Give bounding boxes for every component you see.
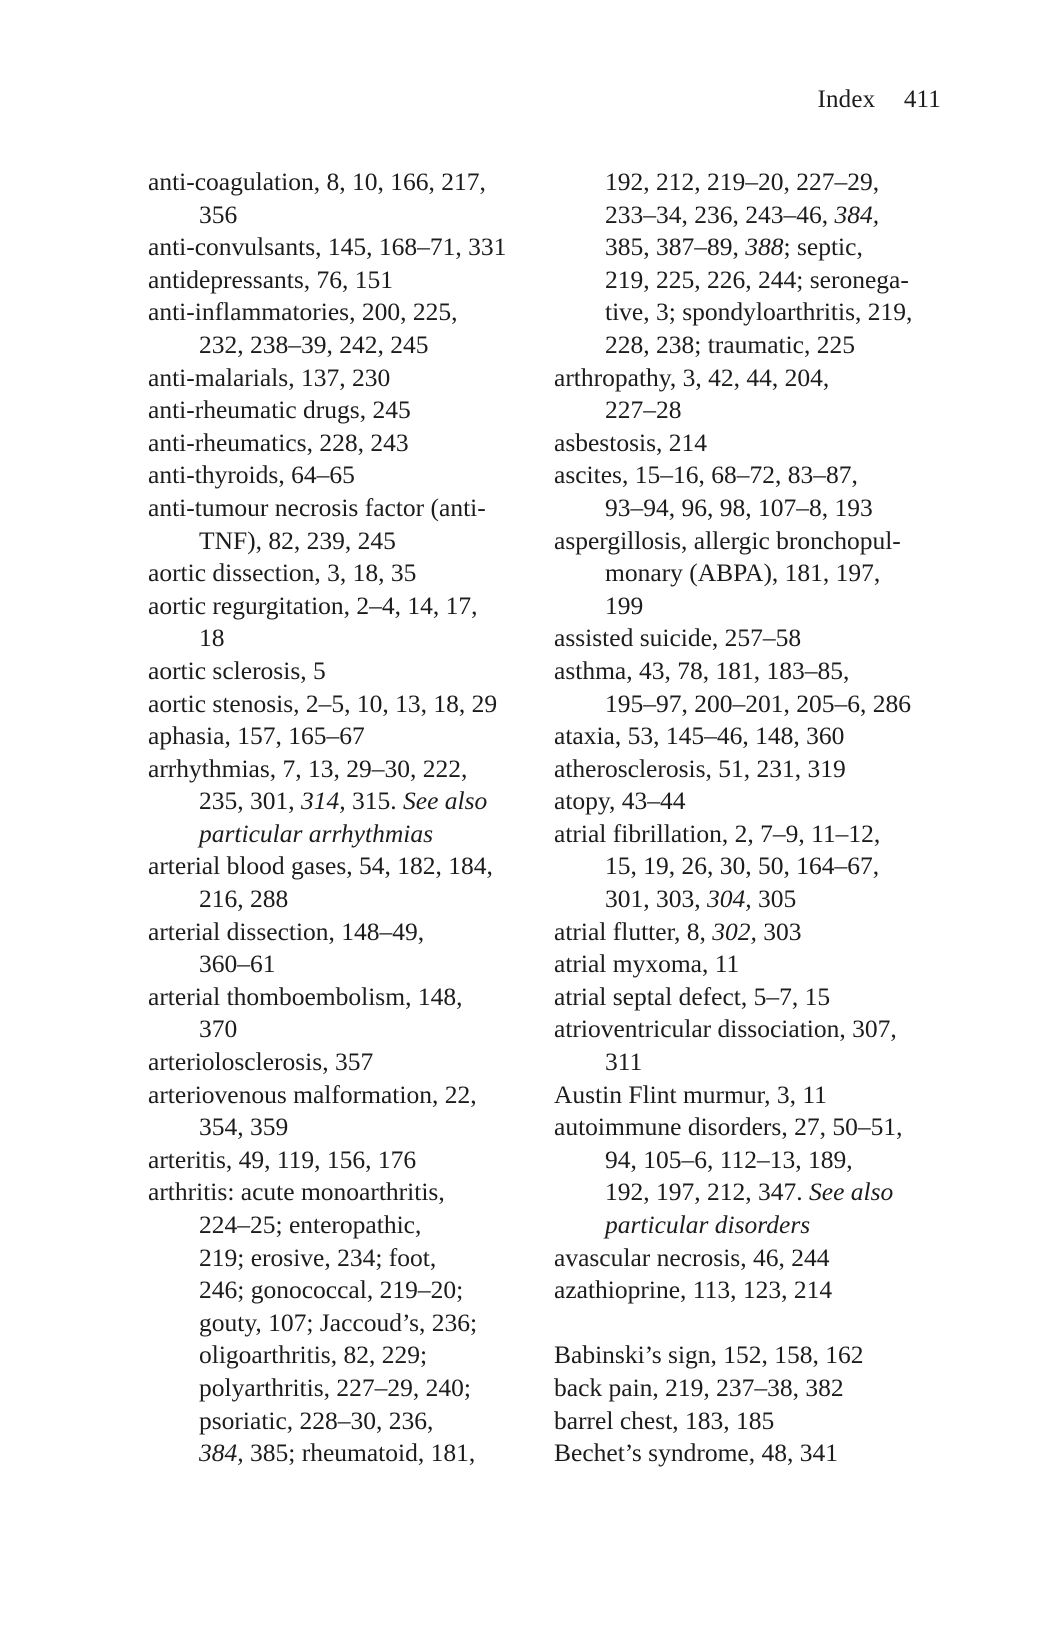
text-segment: 233–34, 236, 243–46, — [605, 199, 835, 229]
section-gap — [554, 1307, 954, 1340]
text-segment: 246; gonococcal, 219–20; — [199, 1275, 464, 1305]
text-segment: TNF), 82, 239, 245 — [199, 525, 396, 555]
index-column-right — [554, 166, 954, 1470]
index-entry — [554, 1437, 954, 1470]
text-segment: 235, 301, — [199, 786, 301, 816]
index-entry-continuation — [148, 1242, 538, 1275]
index-entry — [554, 1079, 954, 1112]
text-segment: monary (ABPA), 181, 197, — [605, 558, 881, 588]
index-entry — [148, 590, 538, 623]
italic-segment: See also — [809, 1177, 894, 1207]
index-entry — [554, 1405, 954, 1438]
text-segment: arteriolosclerosis, 357 — [148, 1047, 374, 1077]
text-segment: arthropathy, 3, 42, 44, 204, — [554, 362, 830, 392]
text-segment: atherosclerosis, 51, 231, 319 — [554, 753, 846, 783]
text-segment: 385, 387–89, — [605, 232, 746, 262]
index-entry-continuation — [148, 883, 538, 916]
index-entry — [148, 981, 538, 1014]
index-entry — [148, 492, 538, 525]
index-entry — [148, 362, 538, 395]
index-entry — [148, 720, 538, 753]
text-segment: autoimmune disorders, 27, 50–51, — [554, 1112, 903, 1142]
text-segment: 18 — [199, 623, 225, 653]
index-entry — [148, 1046, 538, 1079]
italic-segment: See also — [403, 786, 488, 816]
index-column-left — [148, 166, 538, 1470]
index-entry-continuation — [148, 948, 538, 981]
index-entry — [554, 785, 954, 818]
text-segment: avascular necrosis, 46, 244 — [554, 1242, 830, 1272]
index-entry — [148, 916, 538, 949]
index-entry-continuation — [554, 296, 954, 329]
italic-segment: particular disorders — [605, 1210, 811, 1239]
index-entry-continuation — [554, 492, 954, 525]
index-entry-continuation — [148, 199, 538, 232]
text-segment: atopy, 43–44 — [554, 786, 686, 816]
index-entry — [148, 850, 538, 883]
text-segment: 354, 359 — [199, 1112, 289, 1142]
text-segment: arterial dissection, 148–49, — [148, 916, 425, 946]
text-segment: 356 — [199, 199, 238, 229]
text-segment: psoriatic, 228–30, 236, — [199, 1405, 434, 1435]
text-segment: 199 — [605, 590, 644, 620]
index-entry-continuation — [148, 1209, 538, 1242]
text-segment: anti-convulsants, 145, 168–71, 331 — [148, 232, 507, 262]
index-entry-continuation — [148, 1372, 538, 1405]
text-segment: 303 — [756, 916, 802, 946]
text-segment: anti-rheumatic drugs, 245 — [148, 395, 411, 425]
index-entry — [554, 1111, 954, 1144]
text-segment: 305 — [751, 884, 797, 914]
index-entry-continuation — [148, 622, 538, 655]
text-segment: 228, 238; traumatic, 225 — [605, 329, 855, 359]
index-entry-continuation — [554, 850, 954, 883]
text-segment: 315. — [345, 786, 403, 816]
index-entry — [148, 557, 538, 590]
text-segment: Austin Flint murmur, 3, 11 — [554, 1079, 827, 1109]
index-entry-continuation — [554, 590, 954, 623]
index-entry — [148, 427, 538, 460]
text-segment: aortic regurgitation, 2–4, 14, 17, — [148, 590, 478, 620]
index-entry — [148, 1079, 538, 1112]
index-entry — [148, 753, 538, 786]
index-entry — [554, 459, 954, 492]
text-segment: ataxia, 53, 145–46, 148, 360 — [554, 721, 845, 751]
index-entry-continuation — [148, 818, 538, 851]
text-segment: 227–28 — [605, 395, 682, 425]
text-segment: ascites, 15–16, 68–72, 83–87, — [554, 460, 858, 490]
index-entry-continuation — [554, 394, 954, 427]
text-segment: atrioventricular dissociation, 307, — [554, 1014, 897, 1044]
text-segment: 360–61 — [199, 949, 276, 979]
index-entry-continuation — [554, 1046, 954, 1079]
text-segment: gouty, 107; Jaccoud’s, 236; — [199, 1307, 478, 1337]
text-segment: 385; rheumatoid, 181, — [243, 1438, 476, 1468]
text-segment: anti-inflammatories, 200, 225, — [148, 297, 458, 327]
text-segment: atrial myxoma, 11 — [554, 949, 740, 979]
index-entry — [554, 525, 954, 558]
text-segment: Bechet’s syndrome, 48, 341 — [554, 1438, 838, 1468]
text-segment: 94, 105–6, 112–13, 189, — [605, 1144, 853, 1174]
index-entry-continuation — [148, 785, 538, 818]
index-entry-continuation — [554, 1144, 954, 1177]
text-segment: atrial septal defect, 5–7, 15 — [554, 981, 831, 1011]
text-segment: 195–97, 200–201, 205–6, 286 — [605, 688, 911, 718]
index-entry-continuation — [148, 329, 538, 362]
index-entry-continuation — [148, 1339, 538, 1372]
text-segment: anti-coagulation, 8, 10, 166, 217, — [148, 167, 486, 196]
index-entry — [554, 427, 954, 460]
italic-segment: 302, — [712, 916, 757, 946]
page-number: 411 — [903, 86, 941, 113]
index-entry — [148, 166, 538, 199]
index-entry-continuation — [554, 1209, 954, 1242]
text-segment: 232, 238–39, 242, 245 — [199, 329, 429, 359]
text-segment: barrel chest, 183, 185 — [554, 1405, 775, 1435]
index-entry — [148, 459, 538, 492]
text-segment: assisted suicide, 257–58 — [554, 623, 802, 653]
text-segment: 311 — [605, 1047, 643, 1077]
index-entry-continuation — [554, 557, 954, 590]
italic-segment: 314, — [301, 786, 346, 816]
running-head-section: Index — [817, 86, 876, 113]
index-entry-continuation — [554, 688, 954, 721]
index-entry-continuation — [148, 525, 538, 558]
index-entry-continuation — [554, 231, 954, 264]
index-entry-continuation — [148, 1405, 538, 1438]
text-segment: asthma, 43, 78, 181, 183–85, — [554, 655, 850, 685]
index-entry — [148, 1144, 538, 1177]
text-segment: 192, 212, 219–20, 227–29, — [605, 167, 880, 196]
text-segment: arrhythmias, 7, 13, 29–30, 222, — [148, 753, 468, 783]
text-segment: 219; erosive, 234; foot, — [199, 1242, 437, 1272]
italic-segment: 384, — [834, 199, 880, 229]
index-entry-continuation — [554, 166, 954, 199]
text-segment: aphasia, 157, 165–67 — [148, 721, 365, 751]
text-segment: anti-malarials, 137, 230 — [148, 362, 391, 392]
text-segment: aortic stenosis, 2–5, 10, 13, 18, 29 — [148, 688, 498, 718]
text-segment: 224–25; enteropathic, — [199, 1210, 422, 1239]
text-segment: azathioprine, 113, 123, 214 — [554, 1275, 833, 1305]
index-entry — [554, 720, 954, 753]
text-segment: aspergillosis, allergic bronchopul- — [554, 525, 901, 555]
text-segment: aortic dissection, 3, 18, 35 — [148, 558, 417, 588]
index-entry-continuation — [554, 199, 954, 232]
text-segment: 93–94, 96, 98, 107–8, 193 — [605, 492, 873, 522]
text-segment: arteriovenous malformation, 22, — [148, 1079, 477, 1109]
text-segment: anti-rheumatics, 228, 243 — [148, 427, 409, 457]
text-segment: Babinski’s sign, 152, 158, 162 — [554, 1340, 864, 1370]
text-segment: 192, 197, 212, 347. — [605, 1177, 809, 1207]
text-segment: anti-tumour necrosis factor (anti- — [148, 492, 486, 522]
text-segment: ; septic, — [783, 232, 863, 262]
index-entry — [554, 1372, 954, 1405]
index-entry — [554, 1242, 954, 1275]
index-entry — [554, 1274, 954, 1307]
text-segment: polyarthritis, 227–29, 240; — [199, 1372, 471, 1402]
text-segment: back pain, 219, 237–38, 382 — [554, 1372, 844, 1402]
index-entry — [148, 688, 538, 721]
index-entry — [148, 231, 538, 264]
text-segment: asbestosis, 214 — [554, 427, 707, 457]
index-entry-continuation — [148, 1013, 538, 1046]
index-entry — [554, 948, 954, 981]
index-entry-continuation — [148, 1437, 538, 1470]
index-entry — [554, 1339, 954, 1372]
index-entry-continuation — [554, 1176, 954, 1209]
text-segment: 370 — [199, 1014, 238, 1044]
index-entry-continuation — [554, 264, 954, 297]
text-segment: atrial fibrillation, 2, 7–9, 11–12, — [554, 818, 881, 848]
index-entry — [148, 296, 538, 329]
index-entry — [554, 916, 954, 949]
index-entry — [554, 1013, 954, 1046]
text-segment: tive, 3; spondyloarthritis, 219, — [605, 297, 913, 327]
index-entry — [554, 981, 954, 1014]
index-entry-continuation — [148, 1274, 538, 1307]
text-segment: atrial flutter, 8, — [554, 916, 713, 946]
index-entry-continuation — [148, 1111, 538, 1144]
italic-segment: 384, — [199, 1438, 244, 1468]
index-entry-continuation — [148, 1307, 538, 1340]
index-entry-continuation — [554, 883, 954, 916]
text-segment: 219, 225, 226, 244; seronega- — [605, 264, 909, 294]
index-entry — [148, 264, 538, 297]
text-segment: 216, 288 — [199, 884, 289, 914]
text-segment: anti-thyroids, 64–65 — [148, 460, 355, 490]
text-segment: oligoarthritis, 82, 229; — [199, 1340, 428, 1370]
text-segment: arthritis: acute monoarthritis, — [148, 1177, 445, 1207]
index-entry — [148, 655, 538, 688]
text-segment: arteritis, 49, 119, 156, 176 — [148, 1144, 417, 1174]
index-entry — [554, 362, 954, 395]
text-segment: arterial blood gases, 54, 182, 184, — [148, 851, 493, 881]
index-entry — [554, 622, 954, 655]
index-entry — [148, 1176, 538, 1209]
text-segment: aortic sclerosis, 5 — [148, 655, 326, 685]
italic-segment: particular arrhythmias — [199, 818, 434, 848]
italic-segment: 388 — [745, 232, 784, 262]
text-segment: 301, 303, — [605, 884, 707, 914]
italic-segment: 304, — [707, 884, 752, 914]
text-segment: antidepressants, 76, 151 — [148, 264, 394, 294]
index-entry — [554, 818, 954, 851]
text-segment: arterial thomboembolism, 148, — [148, 981, 463, 1011]
running-head — [817, 86, 941, 114]
index-entry — [148, 394, 538, 427]
text-segment: 15, 19, 26, 30, 50, 164–67, — [605, 851, 880, 881]
index-entry — [554, 753, 954, 786]
index-entry-continuation — [554, 329, 954, 362]
index-entry — [554, 655, 954, 688]
